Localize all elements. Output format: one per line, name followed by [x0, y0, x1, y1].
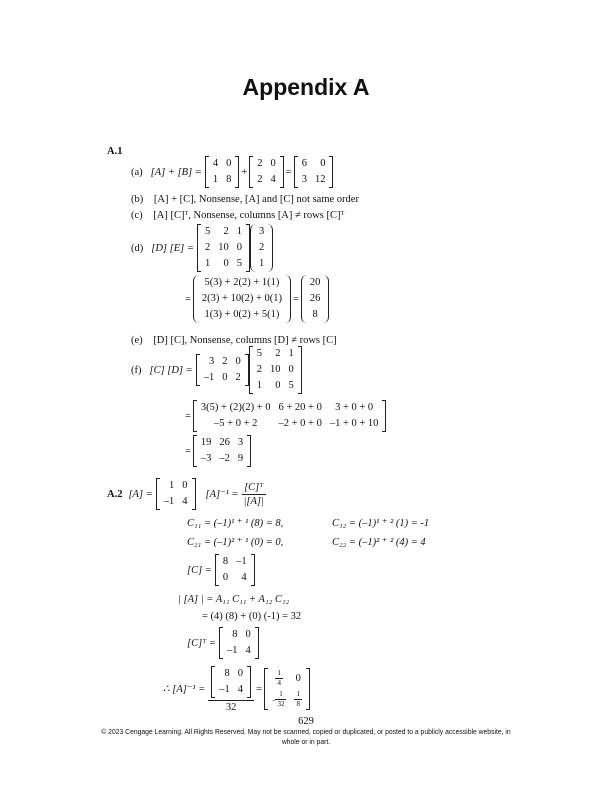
matrix-cell: 3(5) + (2)(2) + 0 [200, 402, 271, 413]
matrix-cell: 1 [256, 380, 263, 391]
cofactor-c11: C₁₁ = (–1)¹ ⁺ ¹ (8) = 8, [187, 518, 284, 529]
matrix-cell: 5 [256, 348, 263, 359]
matrix-cell: 0 [270, 158, 276, 169]
matrix-cell: 26 [219, 437, 230, 448]
matrix-cell: –3 [200, 453, 212, 464]
cofactor-c21: C₂₁ = (–1)² ⁺ ¹ (0) = 0, [187, 537, 284, 548]
vector-expansion [193, 275, 291, 323]
vector-cell: 1(3) + 0(2) + 5(1) [204, 309, 280, 320]
matrix-cell: 1 [288, 348, 294, 359]
matrix-cell: –1 [163, 496, 175, 507]
part-b-label: (b) [131, 194, 144, 205]
matrix-expansion [193, 400, 387, 432]
matrix-cell: 2 [256, 364, 263, 375]
part-e-text: [D] [C], Nonsense, columns [D] ≠ rows [C] [153, 335, 337, 346]
inverse-denominator: |[A]| [243, 495, 264, 507]
determinant-value: = (4) (8) + (0) (-1) = 32 [202, 611, 302, 622]
copyright-footer [21, 727, 590, 747]
matrix-cell: 0 [223, 258, 229, 269]
cofactor-lhs: [C] = [187, 564, 212, 576]
vector-result [301, 275, 330, 323]
vector-cell: 5(3) + 2(2) + 1(1) [204, 277, 280, 288]
matrix-cell: –5 + 0 + 2 [214, 418, 258, 429]
part-b-text: [A] + [C], Nonsense, [A] and [C] not same order [153, 194, 359, 205]
part-b [131, 193, 359, 206]
inverse-fraction [242, 481, 266, 508]
matrix-cell: 3 [301, 174, 307, 185]
cofactor-matrix [187, 554, 255, 586]
matrix-cell: 8 [226, 174, 232, 185]
matrix-cell: 4 [212, 158, 219, 169]
matrix-a [205, 156, 240, 188]
final-numerator-matrix [211, 666, 251, 698]
matrix-cell: 5 [236, 258, 242, 269]
matrix-cell: 8 [222, 556, 229, 567]
matrix-cell: 0 [237, 668, 244, 679]
vector-cell: 20 [309, 277, 321, 288]
part-f-label: (f) [131, 364, 142, 376]
matrix-cell: 0 [226, 158, 232, 169]
part-d [131, 224, 273, 272]
part-f-expansion [183, 400, 386, 432]
matrix-cofactor [215, 554, 255, 586]
vector-cell: 26 [309, 293, 321, 304]
matrix-cell: 2 [257, 158, 263, 169]
matrix-c [196, 354, 249, 386]
matrix-cell: 1 [212, 174, 219, 185]
inverse-lhs: [A]⁻¹ = [205, 488, 239, 500]
equals-sign: = [185, 410, 191, 422]
part-f [131, 346, 302, 394]
final-fraction [208, 664, 254, 714]
matrix-transpose [219, 627, 259, 659]
part-a-lhs: [A] + [B] = [150, 166, 202, 178]
matrix-cell: 4 [237, 684, 244, 695]
matrix-cell: 2 [204, 242, 211, 253]
matrix-cell: 3 [237, 437, 244, 448]
plus-sign: + [241, 166, 248, 178]
matrix-cell: 0 [295, 672, 301, 684]
equals-sign: = [293, 293, 299, 305]
part-a [131, 156, 333, 188]
transpose-matrix [187, 627, 259, 659]
matrix-cell: –1 [236, 556, 247, 567]
part-f-result [183, 435, 251, 467]
matrix-b [249, 156, 284, 188]
page-number: 629 [298, 716, 314, 727]
vector-e [250, 224, 273, 272]
matrix-cell: 5 [204, 226, 211, 237]
inverse-numerator: [C]ᵀ [242, 481, 266, 495]
matrix-cell: –2 [219, 453, 230, 464]
matrix-d-2 [249, 346, 302, 394]
part-f-lhs: [C] [D] = [149, 364, 193, 376]
final-denominator: 32 [225, 702, 237, 713]
matrix-cell: 2 [235, 372, 241, 383]
a2-lhs: [A] = [128, 488, 153, 500]
matrix-cell: 4 [241, 572, 247, 583]
matrix-cell: 3 + 0 + 0 [335, 402, 374, 413]
matrix-cell: 0 [236, 242, 242, 253]
matrix-cell: 6 [301, 158, 307, 169]
equals-sign: = [185, 293, 191, 305]
part-d-expansion [183, 275, 329, 323]
matrix-cell: 9 [237, 453, 244, 464]
matrix-cell: $\frac{1}{4}$ [277, 669, 281, 687]
cofactor-c22: C₂₂ = (–1)² ⁺ ² (4) = 4 [332, 537, 426, 548]
matrix-product [193, 435, 251, 467]
matrix-cell: 12 [314, 174, 326, 185]
matrix-cell: 2 [275, 348, 281, 359]
equals-sign: = [256, 683, 262, 695]
matrix-cell: 0 [245, 629, 251, 640]
vector-cell: 1 [258, 258, 265, 269]
matrix-cell: 4 [245, 645, 251, 656]
matrix-cell: –1 [203, 372, 215, 383]
vector-cell: 2 [258, 242, 265, 253]
matrix-cell: –1 [226, 645, 238, 656]
part-d-label: (d) [131, 242, 144, 254]
page-title: Appendix A [242, 74, 370, 100]
matrix-cell: 4 [270, 174, 276, 185]
matrix-d [197, 224, 250, 272]
matrix-inverse-result [264, 668, 310, 710]
part-e-label: (e) [131, 335, 143, 346]
final-lhs: ∴ [A]⁻¹ = [163, 683, 206, 695]
part-c-text: [A] [C]ᵀ, Nonsense, columns [A] ≠ rows [C]ᵀ [153, 210, 345, 221]
matrix-cell: –1 + 0 + 10 [329, 418, 379, 429]
matrix-cell: 4 [182, 496, 188, 507]
equals-sign: = [285, 166, 292, 178]
transpose-lhs: [C]ᵀ = [187, 637, 216, 649]
matrix-cell: 3 [209, 356, 215, 367]
part-c-label: (c) [131, 210, 143, 221]
section-a2-header [107, 478, 266, 510]
matrix-cell: 8 [232, 629, 238, 640]
matrix-cell: 0 [235, 356, 241, 367]
matrix-cell: 1 [169, 480, 175, 491]
matrix-cell: 8 [224, 668, 230, 679]
vector-cell: 3 [258, 226, 265, 237]
part-d-lhs: [D] [E] = [151, 242, 194, 254]
matrix-cell: 1 [236, 226, 242, 237]
matrix-cell: 6 + 20 + 0 [278, 402, 322, 413]
section-heading-a2: A.2 [107, 488, 123, 500]
matrix-cell: 2 [223, 226, 229, 237]
matrix-cell: 1 [204, 258, 211, 269]
matrix-cell: $\frac{1}{8}$ [296, 690, 300, 708]
matrix-cell: 0 [320, 158, 326, 169]
matrix-sum [294, 156, 334, 188]
matrix-cell: 0 [182, 480, 188, 491]
matrix-cell: 0 [288, 364, 294, 375]
final-inverse [163, 664, 310, 714]
part-c [131, 209, 344, 222]
determinant-formula: | [A] | = A₁₁ C₁₁ + A₁₂ C₁₂ [178, 594, 290, 605]
matrix-cell: 2 [257, 174, 263, 185]
matrix-cell: –1 [219, 684, 230, 695]
matrix-cell: 19 [200, 437, 212, 448]
matrix-cell: 0 [222, 372, 228, 383]
vector-cell: 8 [312, 309, 318, 320]
matrix-cell: 0 [222, 572, 229, 583]
equals-sign: = [185, 445, 191, 457]
matrix-cell: –2 + 0 + 0 [278, 418, 322, 429]
part-a-label: (a) [131, 166, 143, 178]
matrix-cell: 2 [222, 356, 228, 367]
matrix-cell: 10 [218, 242, 229, 253]
section-heading-a1: A.1 [107, 146, 123, 157]
matrix-cell: 0 [275, 380, 281, 391]
vector-cell: 2(3) + 10(2) + 0(1) [201, 293, 282, 304]
matrix-cell: 5 [288, 380, 294, 391]
footer-line-1: © 2023 Cengage Learning. All Rights Reserved. May not be scanned, copied or duplicated, or posted to a publicly accessible website, in [101, 727, 511, 736]
matrix-a2 [156, 478, 196, 510]
matrix-cell: – $\frac{1}{32}$ [271, 690, 285, 708]
matrix-cell: 10 [270, 364, 281, 375]
footer-line-2: whole or in part. [281, 737, 331, 746]
cofactor-c12: C₁₂ = (–1)¹ ⁺ ² (1) = -1 [332, 518, 430, 529]
